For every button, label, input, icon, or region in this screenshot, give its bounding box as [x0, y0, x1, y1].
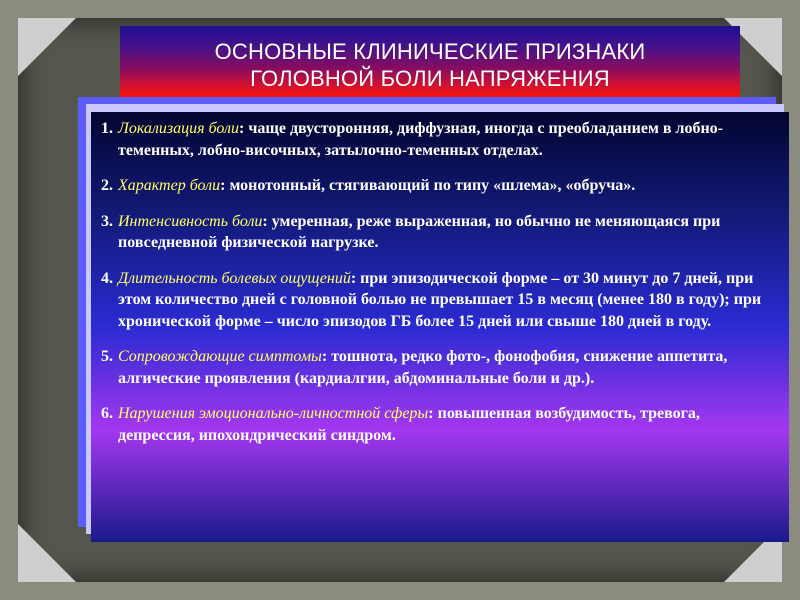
item-text: : при эпизодической форме – от 30 минут до 7 дней, при этом количество дней с головной болью не превышает 15 в месяц (менее 180 в году); при хронической форме – число эпизодов ГБ более 15 дней или свыше 180 дней в году. [118, 269, 762, 330]
item-number: 5. [101, 348, 113, 365]
item-text: : умеренная, реже выраженная, но обычно не меняющаяся при повседневной физической нагрузке. [118, 212, 721, 251]
item-number: 2. [101, 177, 113, 194]
item-term: Нарушения эмоционально-личностной сферы [118, 405, 429, 422]
content-card [91, 112, 789, 542]
item-term: Сопровождающие симптомы [118, 348, 322, 365]
item-text: : чаще двусторонняя, диффузная, иногда с преобладанием в лобно-теменных, лобно-височных, затылочно-теменных отделах. [118, 120, 724, 159]
item-number: 1. [101, 120, 113, 137]
list-item [101, 118, 777, 161]
title-line-1: ОСНОВНЫЕ КЛИНИЧЕСКИЕ ПРИЗНАКИ [214, 39, 646, 64]
item-body [118, 118, 777, 161]
item-number: 4. [101, 269, 113, 287]
item-body [118, 211, 777, 254]
list-item [101, 346, 777, 389]
corner-decoration [18, 524, 76, 582]
title-line-2: ГОЛОВНОЙ БОЛИ НАПРЯЖЕНИЯ [250, 66, 610, 91]
item-term: Характер боли [118, 177, 221, 194]
list-item [101, 403, 777, 446]
item-number: 6. [101, 405, 113, 422]
title-banner [120, 26, 740, 100]
item-body [118, 346, 777, 389]
list-item [101, 268, 777, 333]
item-body [118, 403, 777, 446]
corner-decoration [18, 18, 76, 76]
item-body [118, 175, 777, 197]
item-number: 3. [101, 212, 113, 230]
item-term: Локализация боли [118, 120, 239, 137]
item-text: : тошнота, редко фото-, фонофобия, снижение аппетита, алгические проявления (кардиалгии, абдоминальные боли и др.). [118, 348, 728, 387]
item-text: : монотонный, стягивающий по типу «шлема», «обруча». [220, 177, 636, 194]
item-body [118, 268, 777, 333]
list-item [101, 211, 777, 254]
item-term: Интенсивность боли [118, 212, 263, 230]
item-term: Длительность болевых ощущений [118, 269, 351, 287]
list-item [101, 175, 777, 197]
item-text: : повышенная возбудимость, тревога, депрессия, ипохондрический синдром. [118, 405, 700, 444]
